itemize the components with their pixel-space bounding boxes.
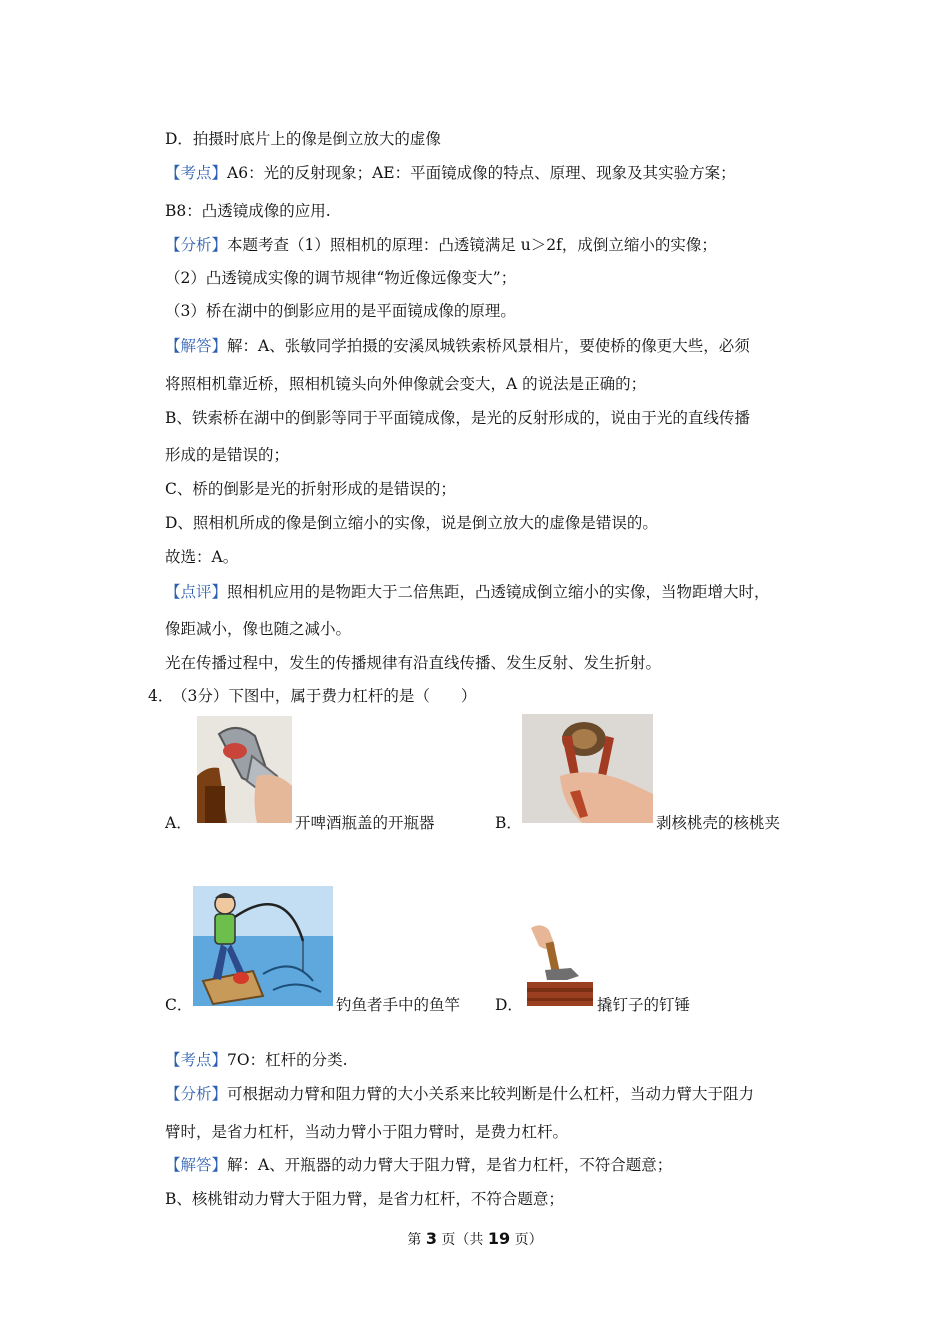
- jieda-line3: B、铁索桥在湖中的倒影等同于平面镜成像，是光的反射形成的，说由于光的直线传播: [165, 409, 750, 427]
- option-a-letter: A．: [165, 814, 192, 832]
- option-d-letter: D．: [495, 996, 523, 1014]
- kaodian-text: A6：光的反射现象；AE：平面镜成像的特点、原理、现象及其实验方案；: [227, 164, 736, 182]
- fenxi-line3: （3）桥在湖中的倒影应用的是平面镜成像的原理。: [165, 302, 516, 320]
- bottle-opener-photo: [197, 716, 292, 823]
- nutcracker-photo: [522, 714, 653, 823]
- dianping-line3: 光在传播过程中，发生的传播规律有沿直线传播、发生反射、发生折射。: [165, 654, 662, 672]
- option-a-caption: 开啤酒瓶盖的开瓶器: [295, 814, 435, 832]
- q4-jieda-text: 解：A、开瓶器的动力臂大于阻力臂，是省力杠杆，不符合题意；: [227, 1156, 673, 1174]
- dianping-row: [165, 580, 770, 602]
- jieda-line5: C、桥的倒影是光的折射形成的是错误的；: [165, 480, 456, 498]
- jieda-line7: 故选：A。: [165, 548, 239, 566]
- q4-fenxi-line2: 臂时，是省力杠杆，当动力臂小于阻力臂时，是费力杠杆。: [165, 1123, 569, 1141]
- q4-fenxi-tag: 【分析】: [165, 1085, 228, 1103]
- option-c-letter: C．: [165, 996, 193, 1014]
- dianping-text: 照相机应用的是物距大于二倍焦距，凸透镜成倒立缩小的实像，当物距增大时，: [227, 583, 770, 601]
- footer-pre: 第: [407, 1232, 426, 1248]
- footer-mid: 页（共: [436, 1232, 488, 1248]
- q4-kaodian-tag: 【考点】: [165, 1051, 228, 1069]
- fishing-rod-cartoon: [193, 886, 333, 1006]
- q4-jieda-tag: 【解答】: [165, 1156, 228, 1174]
- jieda-line4: 形成的是错误的；: [165, 446, 290, 464]
- option-b-caption: 剥核桃壳的核桃夹: [656, 814, 781, 832]
- page-footer: [0, 1229, 950, 1249]
- jieda-line2: 将照相机靠近桥，照相机镜头向外伸像就会变大，A 的说法是正确的；: [165, 375, 647, 393]
- kaodian-text-line2: B8：凸透镜成像的应用.: [165, 202, 331, 220]
- q4-jieda-line2: B、核桃钳动力臂大于阻力臂，是省力杠杆，不符合题意；: [165, 1190, 564, 1208]
- dianping-line2: 像距减小，像也随之减小。: [165, 620, 352, 638]
- q4-fenxi-text: 可根据动力臂和阻力臂的大小关系来比较判断是什么杠杆，当动力臂大于阻力: [227, 1085, 755, 1103]
- fenxi-line2: （2）凸透镜成实像的调节规律“物近像远像变大”；: [165, 269, 517, 287]
- q4-kaodian-text: 7O：杠杆的分类.: [227, 1051, 348, 1069]
- fenxi-tag: 【分析】: [165, 236, 228, 254]
- claw-hammer-photo: [527, 922, 593, 1006]
- option-b-letter: B．: [495, 814, 522, 832]
- question-number: 4．: [148, 687, 174, 705]
- jieda-text: 解：A、张敏同学拍摄的安溪凤城铁索桥风景相片，要使桥的像更大些，必须: [227, 337, 750, 355]
- dianping-tag: 【点评】: [165, 583, 228, 601]
- jieda-row: [165, 334, 750, 356]
- footer-total-pages: 19: [487, 1229, 511, 1248]
- q4-jieda-row: [165, 1153, 672, 1175]
- q4-kaodian-row: [165, 1048, 348, 1070]
- fenxi-row: [165, 233, 717, 255]
- fenxi-text: 本题考查（1）照相机的原理：凸透镜满足 u＞2f，成倒立缩小的实像；: [227, 236, 717, 254]
- footer-page-number: 3: [425, 1229, 437, 1248]
- kaodian-tag: 【考点】: [165, 164, 228, 182]
- jieda-line6: D、照相机所成的像是倒立缩小的实像，说是倒立放大的虚像是错误的。: [165, 514, 658, 532]
- option-d-text: D．拍摄时底片上的像是倒立放大的虚像: [165, 130, 441, 148]
- jieda-tag: 【解答】: [165, 337, 228, 355]
- kaodian-row: [165, 161, 736, 183]
- question-stem: （3分）下图中，属于费力杠杆的是（ ）: [172, 687, 477, 705]
- q4-fenxi-row: [165, 1082, 754, 1104]
- footer-post: 页）: [510, 1232, 543, 1248]
- option-c-caption: 钓鱼者手中的鱼竿: [336, 996, 461, 1014]
- option-d-caption: 撬钉子的钉锤: [597, 996, 691, 1014]
